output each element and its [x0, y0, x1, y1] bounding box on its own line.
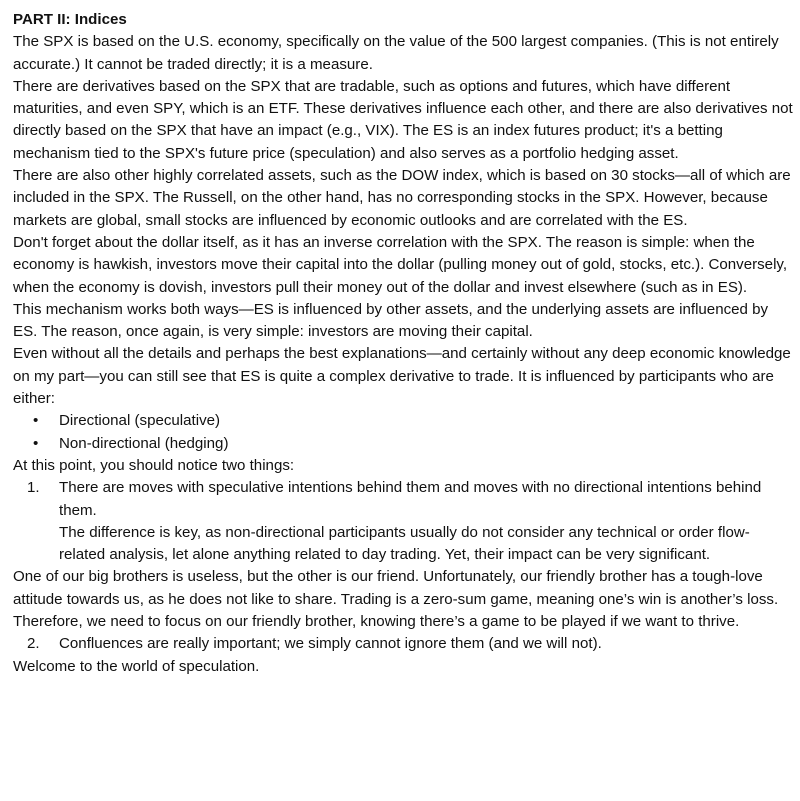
- paragraph-complexity: Even without all the details and perhaps the best explanations—and certainly without any deep economic knowledge on my part—you can still see that ES is quite a complex derivative to trade. It is influenced by participants who are either:: [13, 345, 791, 408]
- item-text: There are moves with speculative intentions behind them and moves with no directional intentions behind them.: [59, 479, 762, 519]
- document-body: [13, 9, 793, 678]
- item-number: 1.: [27, 479, 40, 497]
- item-text: Confluences are really important; we simply cannot ignore them (and we will not).: [59, 635, 602, 653]
- paragraph-derivatives: There are derivatives based on the SPX that are tradable, such as options and futures, which have different maturities, and even SPY, which is an ETF. These derivatives influence each other, and there are also derivatives not directly based on the SPX that have an impact (e.g., VIX). The ES is an index futures product; it's a betting mechanism tied to the SPX's future price (speculation) and also serves as a portfolio hedging asset.: [13, 77, 793, 162]
- section-heading: PART II: Indices: [13, 11, 127, 28]
- paragraph-correlated-assets: There are also other highly correlated assets, such as the DOW index, which is based on 30 stocks—all of which are included in the SPX. The Russell, on the other hand, has no corresponding stocks in the SPX. However, because markets are global, small stocks are influenced by economic outlooks and are correlated with the ES.: [13, 167, 791, 229]
- item-number: 2.: [27, 635, 40, 653]
- participant-bullet-list: [13, 410, 793, 455]
- paragraph-dollar: Don't forget about the dollar itself, as it has an inverse correlation with the SPX. The reason is simple: when the economy is hawkish, investors move their capital into the dollar (pulling money out of gold, stocks, etc.). Conversely, when the economy is dovish, investors pull their money out of the dollar and invest elsewhere (such as in ES).: [13, 233, 788, 296]
- paragraph-brothers: One of our big brothers is useless, but the other is our friend. Unfortunately, our friendly brother has a tough-love attitude towards us, as he does not like to share. Trading is a zero-sum game, meaning one’s win is another’s loss. Therefore, we need to focus on our friendly brother, knowing there’s a game to be played if we want to thrive.: [13, 568, 779, 631]
- bullet-marker: •: [33, 412, 39, 430]
- bullet-marker: •: [33, 434, 39, 452]
- numbered-item-1: [13, 477, 793, 566]
- paragraph-closing: Welcome to the world of speculation.: [13, 657, 260, 675]
- bullet-text: Directional (speculative): [59, 412, 221, 430]
- paragraph-spx-intro: The SPX is based on the U.S. economy, specifically on the value of the 500 largest companies. (This is not entirely accurate.) It cannot be traded directly; it is a measure.: [13, 33, 779, 73]
- bullet-text: Non-directional (hedging): [59, 434, 229, 452]
- paragraph-two-things: At this point, you should notice two things:: [13, 456, 295, 474]
- item-continuation: The difference is key, as non-directional participants usually do not consider any technical or order flow-related analysis, let alone anything related to day trading. Yet, their impact can be very significant.: [59, 523, 750, 564]
- bullet-item: [13, 410, 793, 432]
- bullet-item: [13, 433, 793, 455]
- numbered-item-2: [13, 633, 793, 655]
- paragraph-mechanism: This mechanism works both ways—ES is influenced by other assets, and the underlying assets are influenced by ES. The reason, once again, is very simple: investors are moving their capital.: [13, 300, 769, 341]
